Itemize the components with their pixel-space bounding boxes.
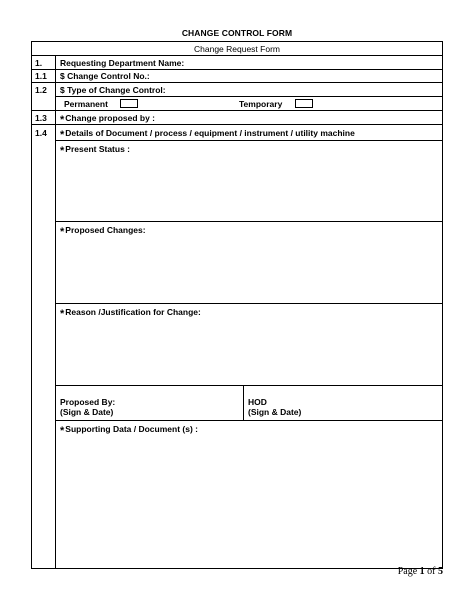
row-divider [55,385,443,386]
supporting-data-label: *Supporting Data / Document (s) : [60,424,198,437]
proposed-changes-field[interactable] [56,238,442,302]
signature-column-divider [243,385,244,420]
row-divider [55,303,443,304]
reason-field[interactable] [56,320,442,384]
present-status-label: *Present Status : [60,144,130,157]
change-proposed-by-label: *Change proposed by : [60,113,156,126]
form-header: Change Request Form [194,44,280,54]
permanent-label: Permanent [64,99,108,109]
row-number: 1.1 [35,71,47,81]
type-of-change-control-label: $ Type of Change Control: [60,85,166,95]
row-divider [31,69,443,70]
row-number: 1.3 [35,113,47,123]
hod-sign-date: (Sign & Date) [248,407,302,417]
reason-label: *Reason /Justification for Change: [60,307,201,320]
row-divider [31,110,443,111]
row-divider [55,221,443,222]
required-asterisk: * [60,145,65,157]
requesting-department-label: Requesting Department Name: [60,58,185,68]
proposed-changes-label: *Proposed Changes: [60,225,146,238]
row-divider [55,420,443,421]
proposed-by-sign-date: (Sign & Date) [60,407,114,417]
details-label: *Details of Document / process / equipment / instrument / utility machine [60,128,355,141]
row-number: 1.2 [35,85,47,95]
row-divider [31,82,443,83]
supporting-data-field[interactable] [56,437,442,568]
required-asterisk: * [60,425,65,437]
required-asterisk: * [60,114,65,126]
proposed-by-label: Proposed By: [60,397,116,407]
row-divider [55,96,443,97]
required-asterisk: * [60,129,65,141]
form-title: CHANGE CONTROL FORM [181,28,293,38]
required-asterisk: * [60,308,65,320]
temporary-label: Temporary [239,99,283,109]
change-control-no-label: $ Change Control No.: [60,71,150,81]
page-number: Page 1 of 5 [397,566,443,577]
row-divider [31,55,443,56]
hod-label: HOD [248,397,267,407]
row-number: 1. [35,58,43,68]
row-divider [55,140,443,141]
permanent-checkbox[interactable] [120,99,138,108]
present-status-field[interactable] [56,156,442,220]
row-number: 1.4 [35,128,47,138]
required-asterisk: * [60,226,65,238]
temporary-checkbox[interactable] [295,99,313,108]
